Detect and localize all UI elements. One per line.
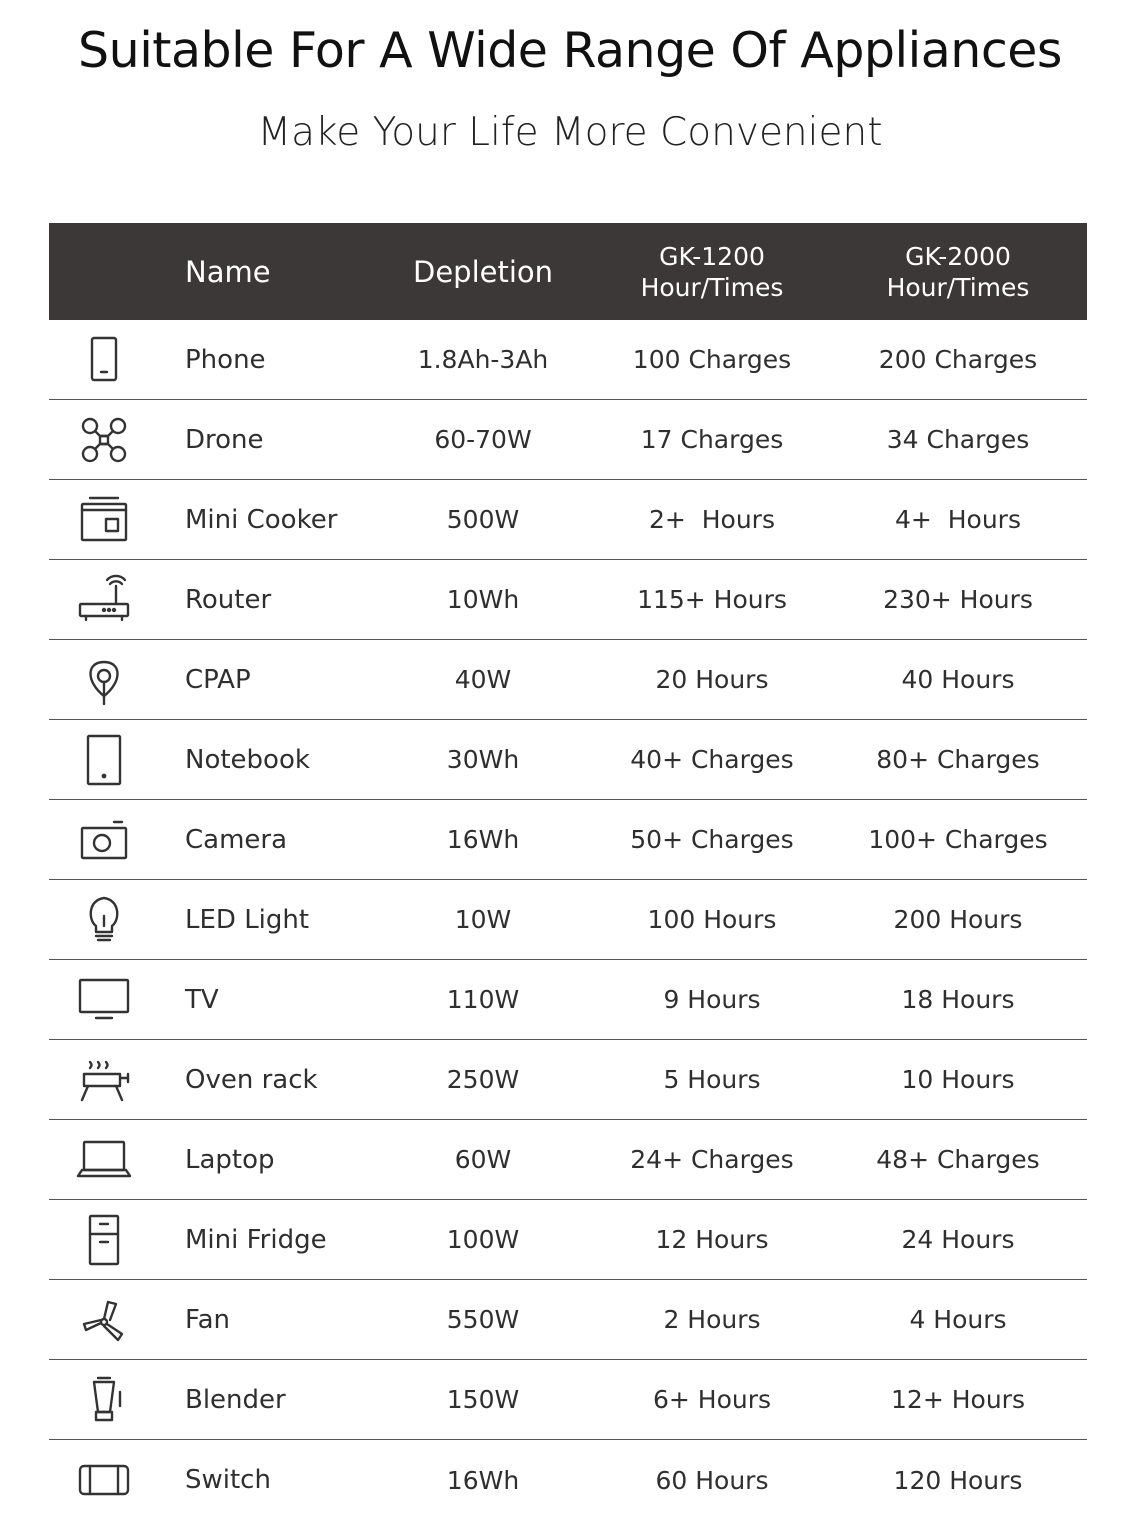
cell-gk1200: 50+ Charges [630,825,794,854]
cell-depletion: 60W [454,1145,512,1174]
cell-gk2000: 200 Charges [878,345,1038,374]
blender-icon [49,1372,159,1428]
header-name: Name [185,254,271,289]
table-row [49,720,1087,800]
appliance-table [49,223,1087,1520]
table-row [49,640,1087,720]
cell-depletion: 250W [446,1065,520,1094]
cell-gk1200: 9 Hours [663,985,761,1014]
cell-name: Router [185,584,272,615]
table-row [49,960,1087,1040]
page-subtitle: Make Your Life More Convenient [257,110,883,155]
laptop-icon [49,1132,159,1188]
cell-name: Notebook [185,744,310,775]
cell-gk2000: 120 Hours [893,1465,1023,1495]
cell-gk1200: 6+ Hours [652,1385,772,1414]
grill-icon [49,1052,159,1108]
router-icon [49,572,159,628]
table-body [49,320,1087,1520]
table-row [49,1040,1087,1120]
table-row [49,1360,1087,1440]
cell-depletion: 550W [446,1305,520,1334]
cell-gk2000: 200 Hours [893,905,1023,934]
cell-gk1200: 5 Hours [663,1065,761,1094]
drone-icon [49,412,159,468]
cell-gk2000: 40 Hours [901,665,1015,694]
table-row [49,480,1087,560]
cell-name: Phone [185,344,266,375]
cell-depletion: 500W [446,505,520,534]
cell-gk1200: 115+ Hours [637,585,787,614]
table-row [49,880,1087,960]
cell-gk1200: 60 Hours [655,1465,769,1495]
cell-name: Switch [185,1465,271,1495]
cell-gk2000: 24 Hours [901,1225,1015,1254]
table-row [49,560,1087,640]
cell-gk1200: 100 Hours [647,905,777,934]
cell-name: Blender [185,1384,286,1415]
cell-name: CPAP [185,664,251,695]
cell-gk2000: 100+ Charges [868,825,1048,854]
cell-gk1200: 2 Hours [663,1305,761,1334]
cell-depletion: 100W [446,1225,520,1254]
cell-gk1200: 100 Charges [632,345,792,374]
cell-gk2000: 34 Charges [886,425,1030,454]
cell-gk2000: 4+ Hours [895,505,1021,534]
table-row [49,1440,1087,1520]
header-gk2000-unit: Hour/Times [886,272,1030,302]
table-row [49,320,1087,400]
header-gk1200-unit: Hour/Times [640,272,784,302]
cell-depletion: 10W [454,905,512,934]
cell-gk1200: 40+ Charges [630,745,794,774]
fridge-icon [49,1212,159,1268]
cell-depletion: 10Wh [446,585,520,614]
cell-depletion: 60-70W [434,425,532,454]
header-depletion: Depletion [412,254,554,289]
cell-gk2000: 10 Hours [901,1065,1015,1094]
cpap-icon [49,652,159,708]
table-row [49,1280,1087,1360]
cell-name: Mini Cooker [185,504,338,535]
cooker-icon [49,492,159,548]
cell-gk2000: 18 Hours [901,985,1015,1014]
cell-depletion: 16Wh [446,1465,520,1495]
cell-gk2000: 230+ Hours [883,585,1033,614]
cell-gk1200: 20 Hours [655,665,769,694]
header-gk1200-model: GK-1200 [659,241,765,271]
cell-gk2000: 48+ Charges [876,1145,1040,1174]
cell-name: Oven rack [185,1064,318,1095]
cell-gk2000: 4 Hours [909,1305,1007,1334]
fan-icon [49,1292,159,1348]
cell-gk2000: 12+ Hours [891,1385,1025,1414]
light-bulb-icon [49,892,159,948]
cell-name: Fan [185,1304,230,1335]
game-console-icon [49,1452,159,1508]
cell-gk2000: 80+ Charges [876,745,1040,774]
table-row [49,400,1087,480]
tablet-icon [49,732,159,788]
table-header [49,223,1087,320]
cell-depletion: 40W [454,665,512,694]
cell-gk1200: 12 Hours [655,1225,769,1254]
camera-icon [49,812,159,868]
header-gk2000-model: GK-2000 [905,241,1011,271]
cell-depletion: 16Wh [446,825,520,854]
cell-depletion: 1.8Ah-3Ah [417,345,549,374]
table-row [49,1200,1087,1280]
cell-name: Drone [185,424,264,455]
cell-name: Camera [185,824,288,855]
table-row [49,800,1087,880]
cell-gk1200: 24+ Charges [630,1145,794,1174]
header-gk2000 [835,241,1081,303]
cell-gk1200: 2+ Hours [649,505,775,534]
phone-icon [49,332,159,388]
page-title: Suitable For A Wide Range Of Appliances [78,22,1062,79]
cell-name: Mini Fridge [185,1224,327,1255]
cell-name: TV [185,984,219,1015]
header-gk1200 [589,241,835,303]
cell-name: Laptop [185,1144,275,1175]
cell-gk1200: 17 Charges [640,425,784,454]
tv-icon [49,972,159,1028]
cell-depletion: 150W [446,1385,520,1414]
cell-name: LED Light [185,904,310,935]
table-row [49,1120,1087,1200]
cell-depletion: 110W [446,985,520,1014]
cell-depletion: 30Wh [446,745,520,774]
